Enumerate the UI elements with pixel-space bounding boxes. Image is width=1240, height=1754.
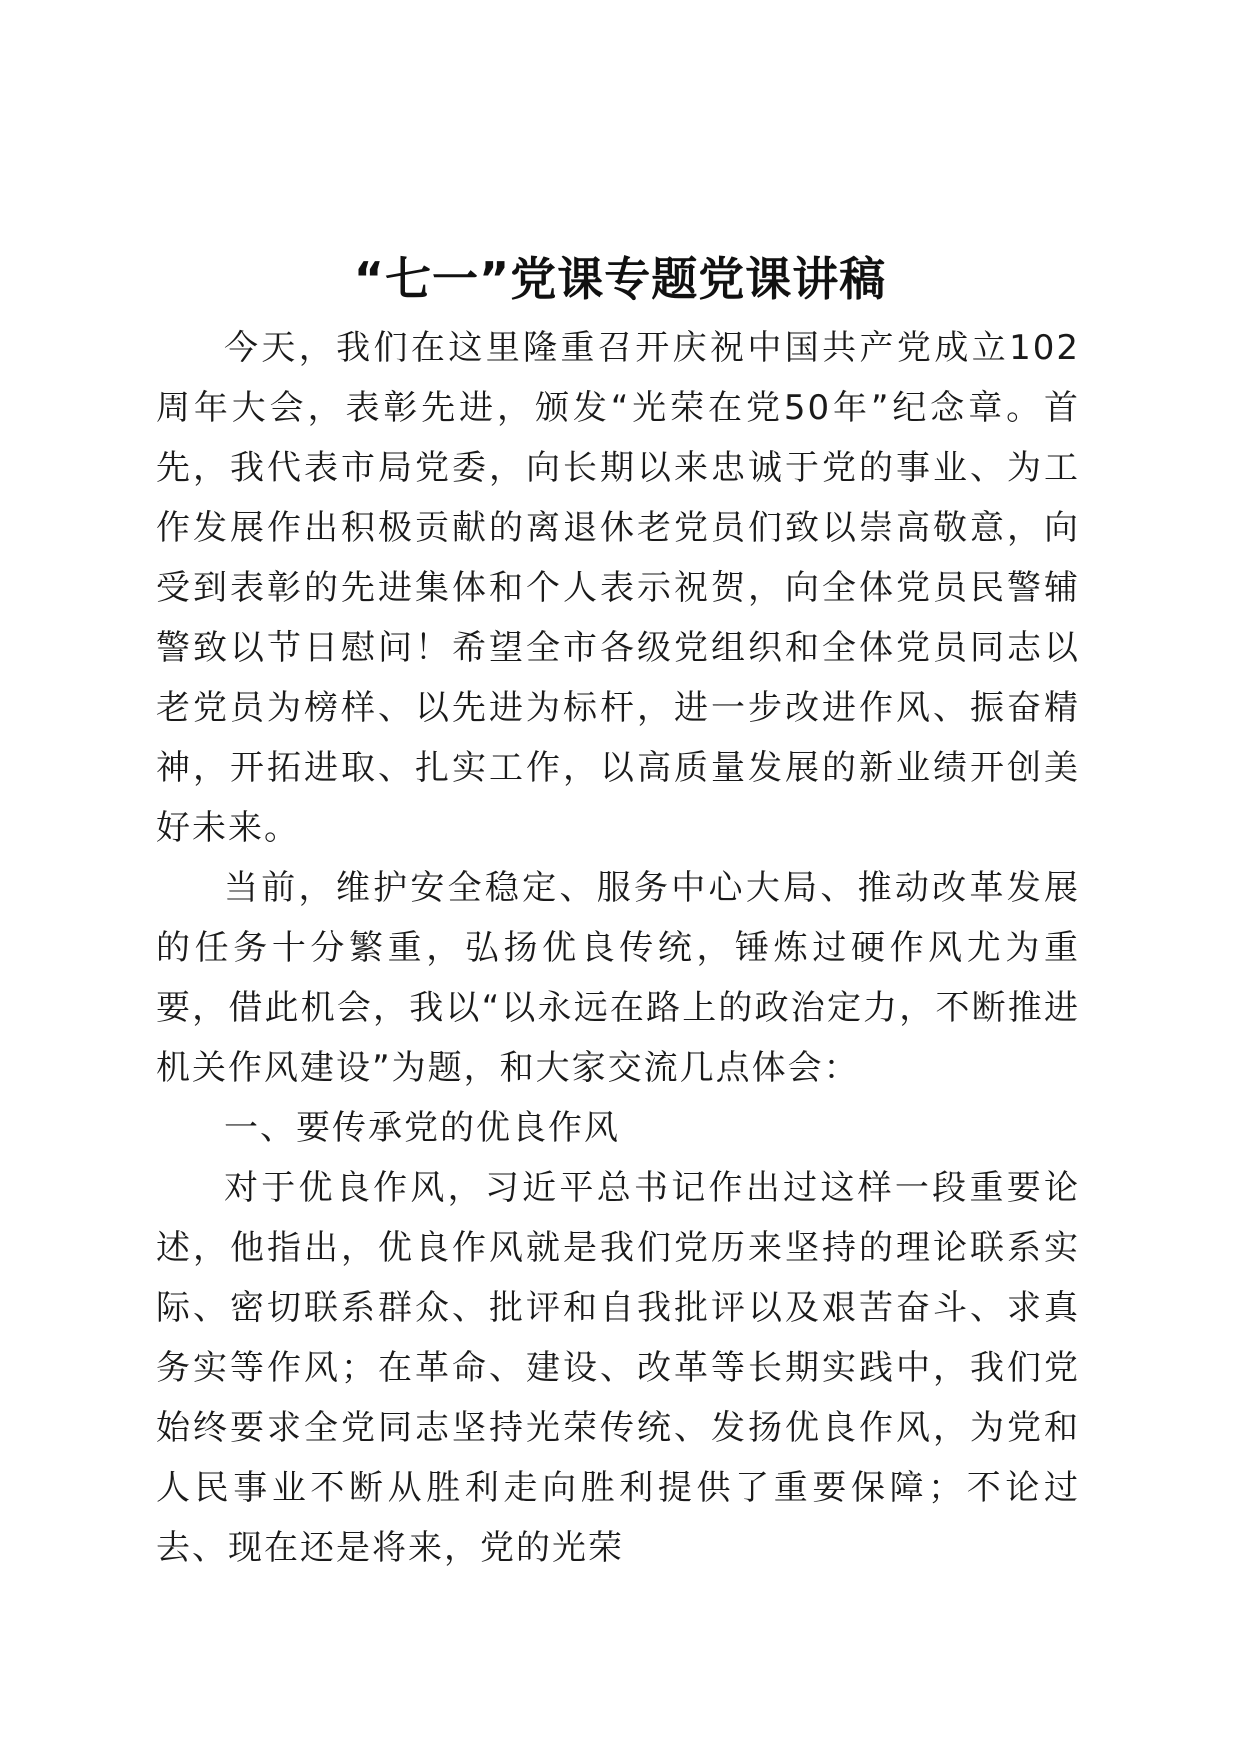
document-body [156,318,1080,1578]
document-title: “七一”党课专题党课讲稿 [353,251,887,306]
section-heading-1: 一、要传承党的优良作风 [224,1108,620,1148]
paragraph-current-tasks: 当前，维护安全稳定、服务中心大局、推动改革发展的任务十分繁重，弘扬优良传统，锤炼过硬作风尤为重要，借此机会，我以“以永远在路上的政治定力，不断推进机关作风建设”为题，和大家交流几点体会： [156,868,1080,1088]
paragraph-fine-style: 对于优良作风，习近平总书记作出过这样一段重要论述，他指出，优良作风就是我们党历来坚持的理论联系实际、密切联系群众、批评和自我批评以及艰苦奋斗、求真务实等作风；在革命、建设、改革等长期实践中，我们党始终要求全党同志坚持光荣传统、发扬优良作风，为党和人民事业不断从胜利走向胜利提供了重要保障；不论过去、现在还是将来，党的光荣 [156,1168,1080,1568]
paragraph-opening: 今天，我们在这里隆重召开庆祝中国共产党成立102周年大会，表彰先进，颁发“光荣在党50年”纪念章。首先，我代表市局党委，向长期以来忠诚于党的事业、为工作发展作出积极贡献的离退休老党员们致以崇高敬意，向受到表彰的先进集体和个人表示祝贺，向全体党员民警辅警致以节日慰问！希望全市各级党组织和全体党员同志以老党员为榜样、以先进为标杆，进一步改进作风、振奋精神，开拓进取、扎实工作，以高质量发展的新业绩开创美好未来。 [156,328,1080,848]
